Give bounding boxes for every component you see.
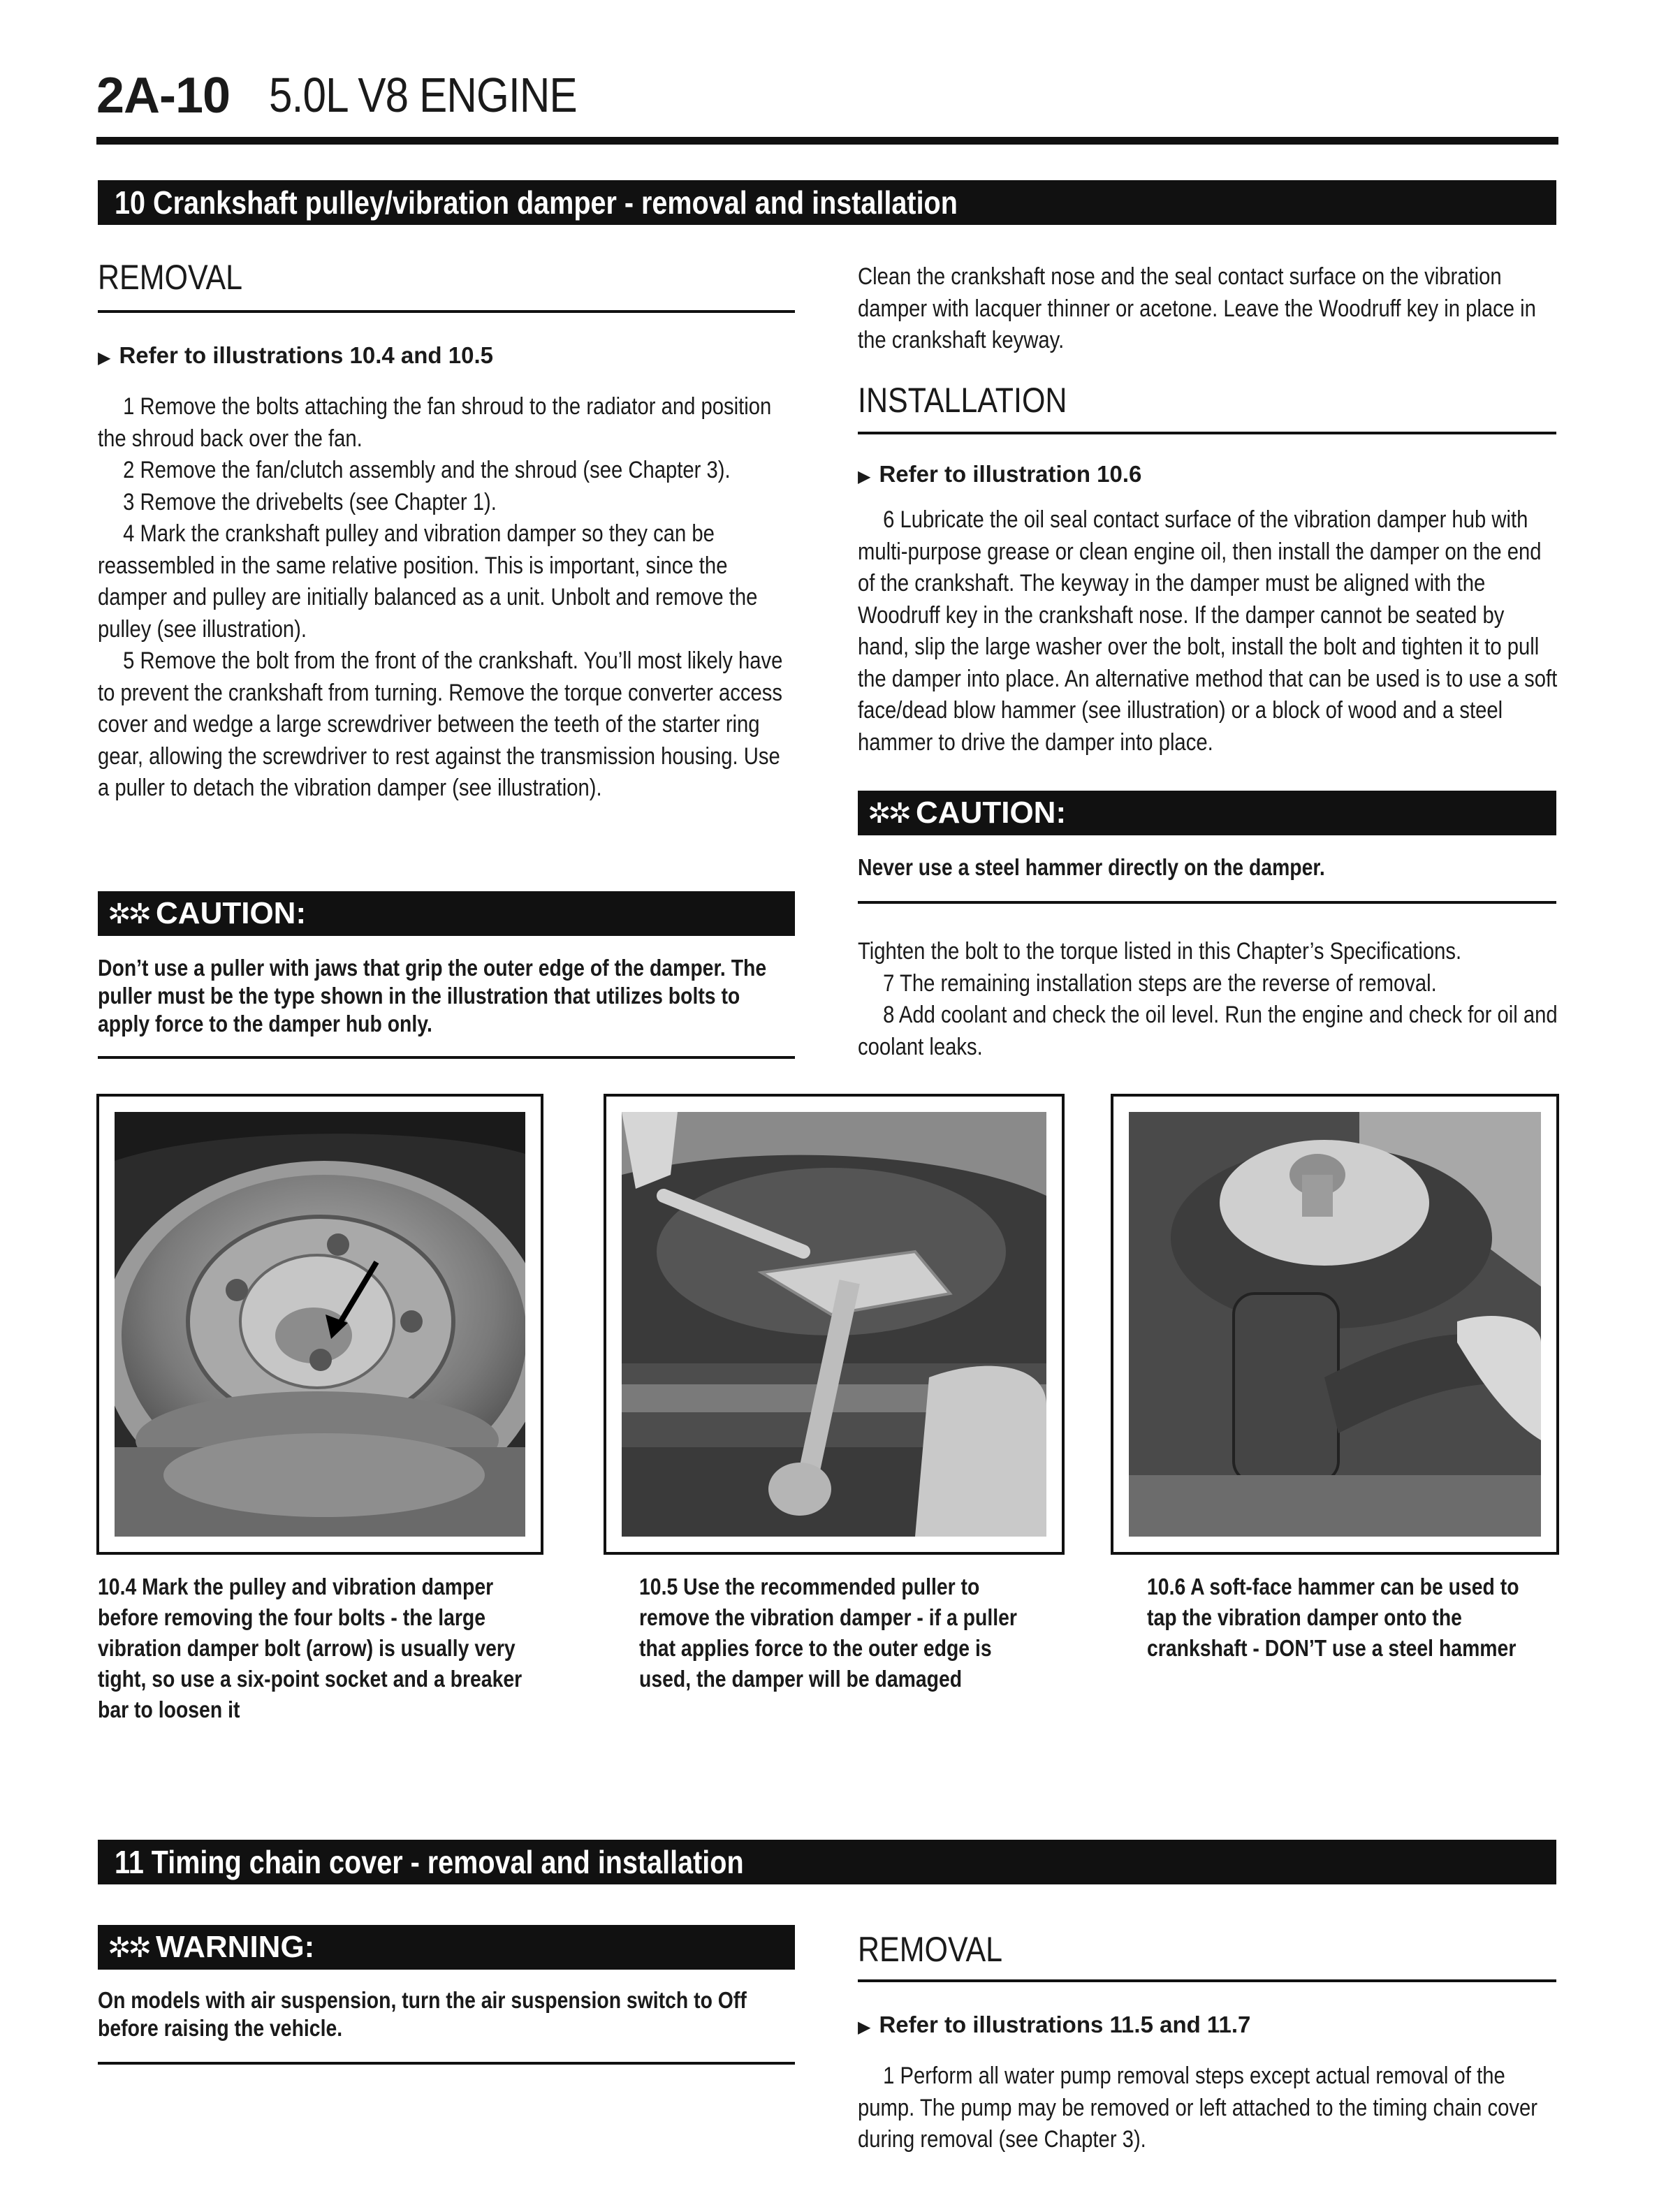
triangle-pointer-icon: ▶ (98, 349, 111, 367)
section-11-refer-text: Refer to illustrations 11.5 and 11.7 (879, 2012, 1251, 2037)
removal-body (98, 391, 795, 805)
page-number: 2A-10 (96, 68, 231, 124)
removal-refer-text: Refer to illustrations 10.4 and 10.5 (119, 342, 493, 368)
figure-10-4-photo (115, 1112, 525, 1537)
removal-step-1: 1 Remove the bolts attaching the fan shroud to the radiator and position the shroud back over the fan. (98, 393, 772, 452)
installation-step-6: 6 Lubricate the oil seal contact surface of the vibration damper hub with multi-purpose grease or clean engine oil, then install the damper on the end of the crankshaft. The keyway in the damper must be aligned with the Woodruff key in the crankshaft nose. If the damper cannot be seated by hand, slip the large washer over the bolt, install the bolt and tighten it to pull the damper into place. An alternative method that can be used is to use a soft face/dead blow hammer (see illustration) or a block of wood and a steel hammer to drive the damper into place. (858, 506, 1558, 756)
removal-step-2: 2 Remove the fan/clutch assembly and the shroud (see Chapter 3). (123, 457, 731, 483)
warning-asterisks-icon: ✲✲ (108, 1933, 149, 1963)
puller-image (622, 1112, 1046, 1537)
figure-10-6-frame (1111, 1094, 1559, 1555)
clean-note: Clean the crankshaft nose and the seal contact surface on the vibration damper with lacquer thinner or acetone. Leave the Woodruff key in place in the crankshaft keyway. (858, 263, 1536, 353)
chapter-title: 5.0L V8 ENGINE (269, 68, 577, 122)
caution-bar-right (858, 791, 1556, 835)
section-10-title: 10 Crankshaft pulley/vibration damper - removal and installation (115, 184, 958, 221)
caution-asterisks-icon: ✲✲ (108, 899, 149, 930)
header-rule (96, 137, 1558, 145)
caution-rule-right (858, 901, 1556, 904)
section-11-refer (858, 2012, 1250, 2038)
removal-heading-rule (98, 310, 795, 313)
figure-10-6-photo (1129, 1112, 1541, 1537)
caution-asterisks-icon: ✲✲ (868, 798, 909, 829)
section-11-body (858, 2060, 1559, 2156)
figure-10-6-caption: 10.6 A soft-face hammer can be used to tap the vibration damper onto the crankshaft - DON’T use a steel hammer (1147, 1574, 1519, 1661)
section-11-removal-rule (858, 1979, 1556, 1982)
removal-refer (98, 342, 493, 369)
installation-heading-rule (858, 432, 1556, 434)
removal-step-3: 3 Remove the drivebelts (see Chapter 1). (123, 488, 497, 515)
figure-10-5-photo (622, 1112, 1046, 1537)
figure-10-5-frame (604, 1094, 1065, 1555)
installation-final-steps (858, 936, 1559, 1063)
warning-bar (98, 1925, 795, 1970)
installation-step-7: 7 The remaining installation steps are the reverse of removal. (883, 969, 1437, 997)
installation-refer (858, 461, 1141, 488)
triangle-pointer-icon: ▶ (858, 467, 871, 486)
section-11-title: 11 Timing chain cover - removal and installation (115, 1844, 744, 1880)
section-11-step-1: 1 Perform all water pump removal steps except actual removal of the pump. The pump may be removed or left attached to the timing chain cover during removal (see Chapter 3). (858, 2063, 1538, 2153)
removal-heading: REMOVAL (98, 258, 243, 297)
caution-bar-left (98, 891, 795, 936)
tighten-note: Tighten the bolt to the torque listed in this Chapter’s Specifications. (858, 938, 1462, 965)
caution-text-right: Never use a steel hammer directly on the damper. (858, 854, 1325, 880)
section-11-title-bar (98, 1840, 1556, 1884)
caution-label-right: CAUTION: (916, 796, 1067, 830)
installation-step-8: 8 Add coolant and check the oil level. Run the engine and check for oil and coolant leaks. (858, 1002, 1558, 1060)
vibration-damper-image (115, 1112, 525, 1537)
section-10-title-bar (98, 180, 1556, 225)
figure-10-4-frame (96, 1094, 543, 1555)
figure-10-4-caption: 10.4 Mark the pulley and vibration damper before removing the four bolts - the large vibration damper bolt (arrow) is usually very tight, so use a six-point socket and a breaker bar to loosen it (98, 1574, 523, 1722)
warning-label: WARNING: (156, 1930, 315, 1964)
removal-step-4: 4 Mark the crankshaft pulley and vibration damper so they can be reassembled in the same relative position. This is important, since the damper and pulley are initially balanced as a unit. Unbolt and remove the pulley (see illustration). (98, 520, 758, 643)
caution-text-left: Don’t use a puller with jaws that grip the outer edge of the damper. The puller must be the type shown in the illustration that utilizes bolts to apply force to the damper hub only. (98, 955, 767, 1037)
triangle-pointer-icon: ▶ (858, 2018, 871, 2037)
figure-10-5-caption: 10.5 Use the recommended puller to remove the vibration damper - if a puller that applies force to the outer edge is used, the damper will be damaged (639, 1574, 1017, 1692)
installation-heading: INSTALLATION (858, 381, 1067, 420)
installation-body (858, 504, 1559, 759)
removal-step-5: 5 Remove the bolt from the front of the crankshaft. You’ll most likely have to prevent the crankshaft from turning. Remove the torque converter access cover and wedge a large screwdriver between the teeth of the starter ring gear, allowing the screwdriver to rest against the transmission housing. Use a puller to detach the vibration damper (see illustration). (98, 647, 783, 801)
warning-text: On models with air suspension, turn the air suspension switch to Off before raising the vehicle. (98, 1987, 747, 2041)
warning-rule (98, 2062, 795, 2065)
installation-refer-text: Refer to illustration 10.6 (879, 461, 1142, 487)
caution-rule-left (98, 1056, 795, 1059)
section-11-removal-heading: REMOVAL (858, 1930, 1003, 1969)
soft-face-hammer-image (1129, 1112, 1541, 1537)
caution-label-left: CAUTION: (156, 896, 307, 930)
